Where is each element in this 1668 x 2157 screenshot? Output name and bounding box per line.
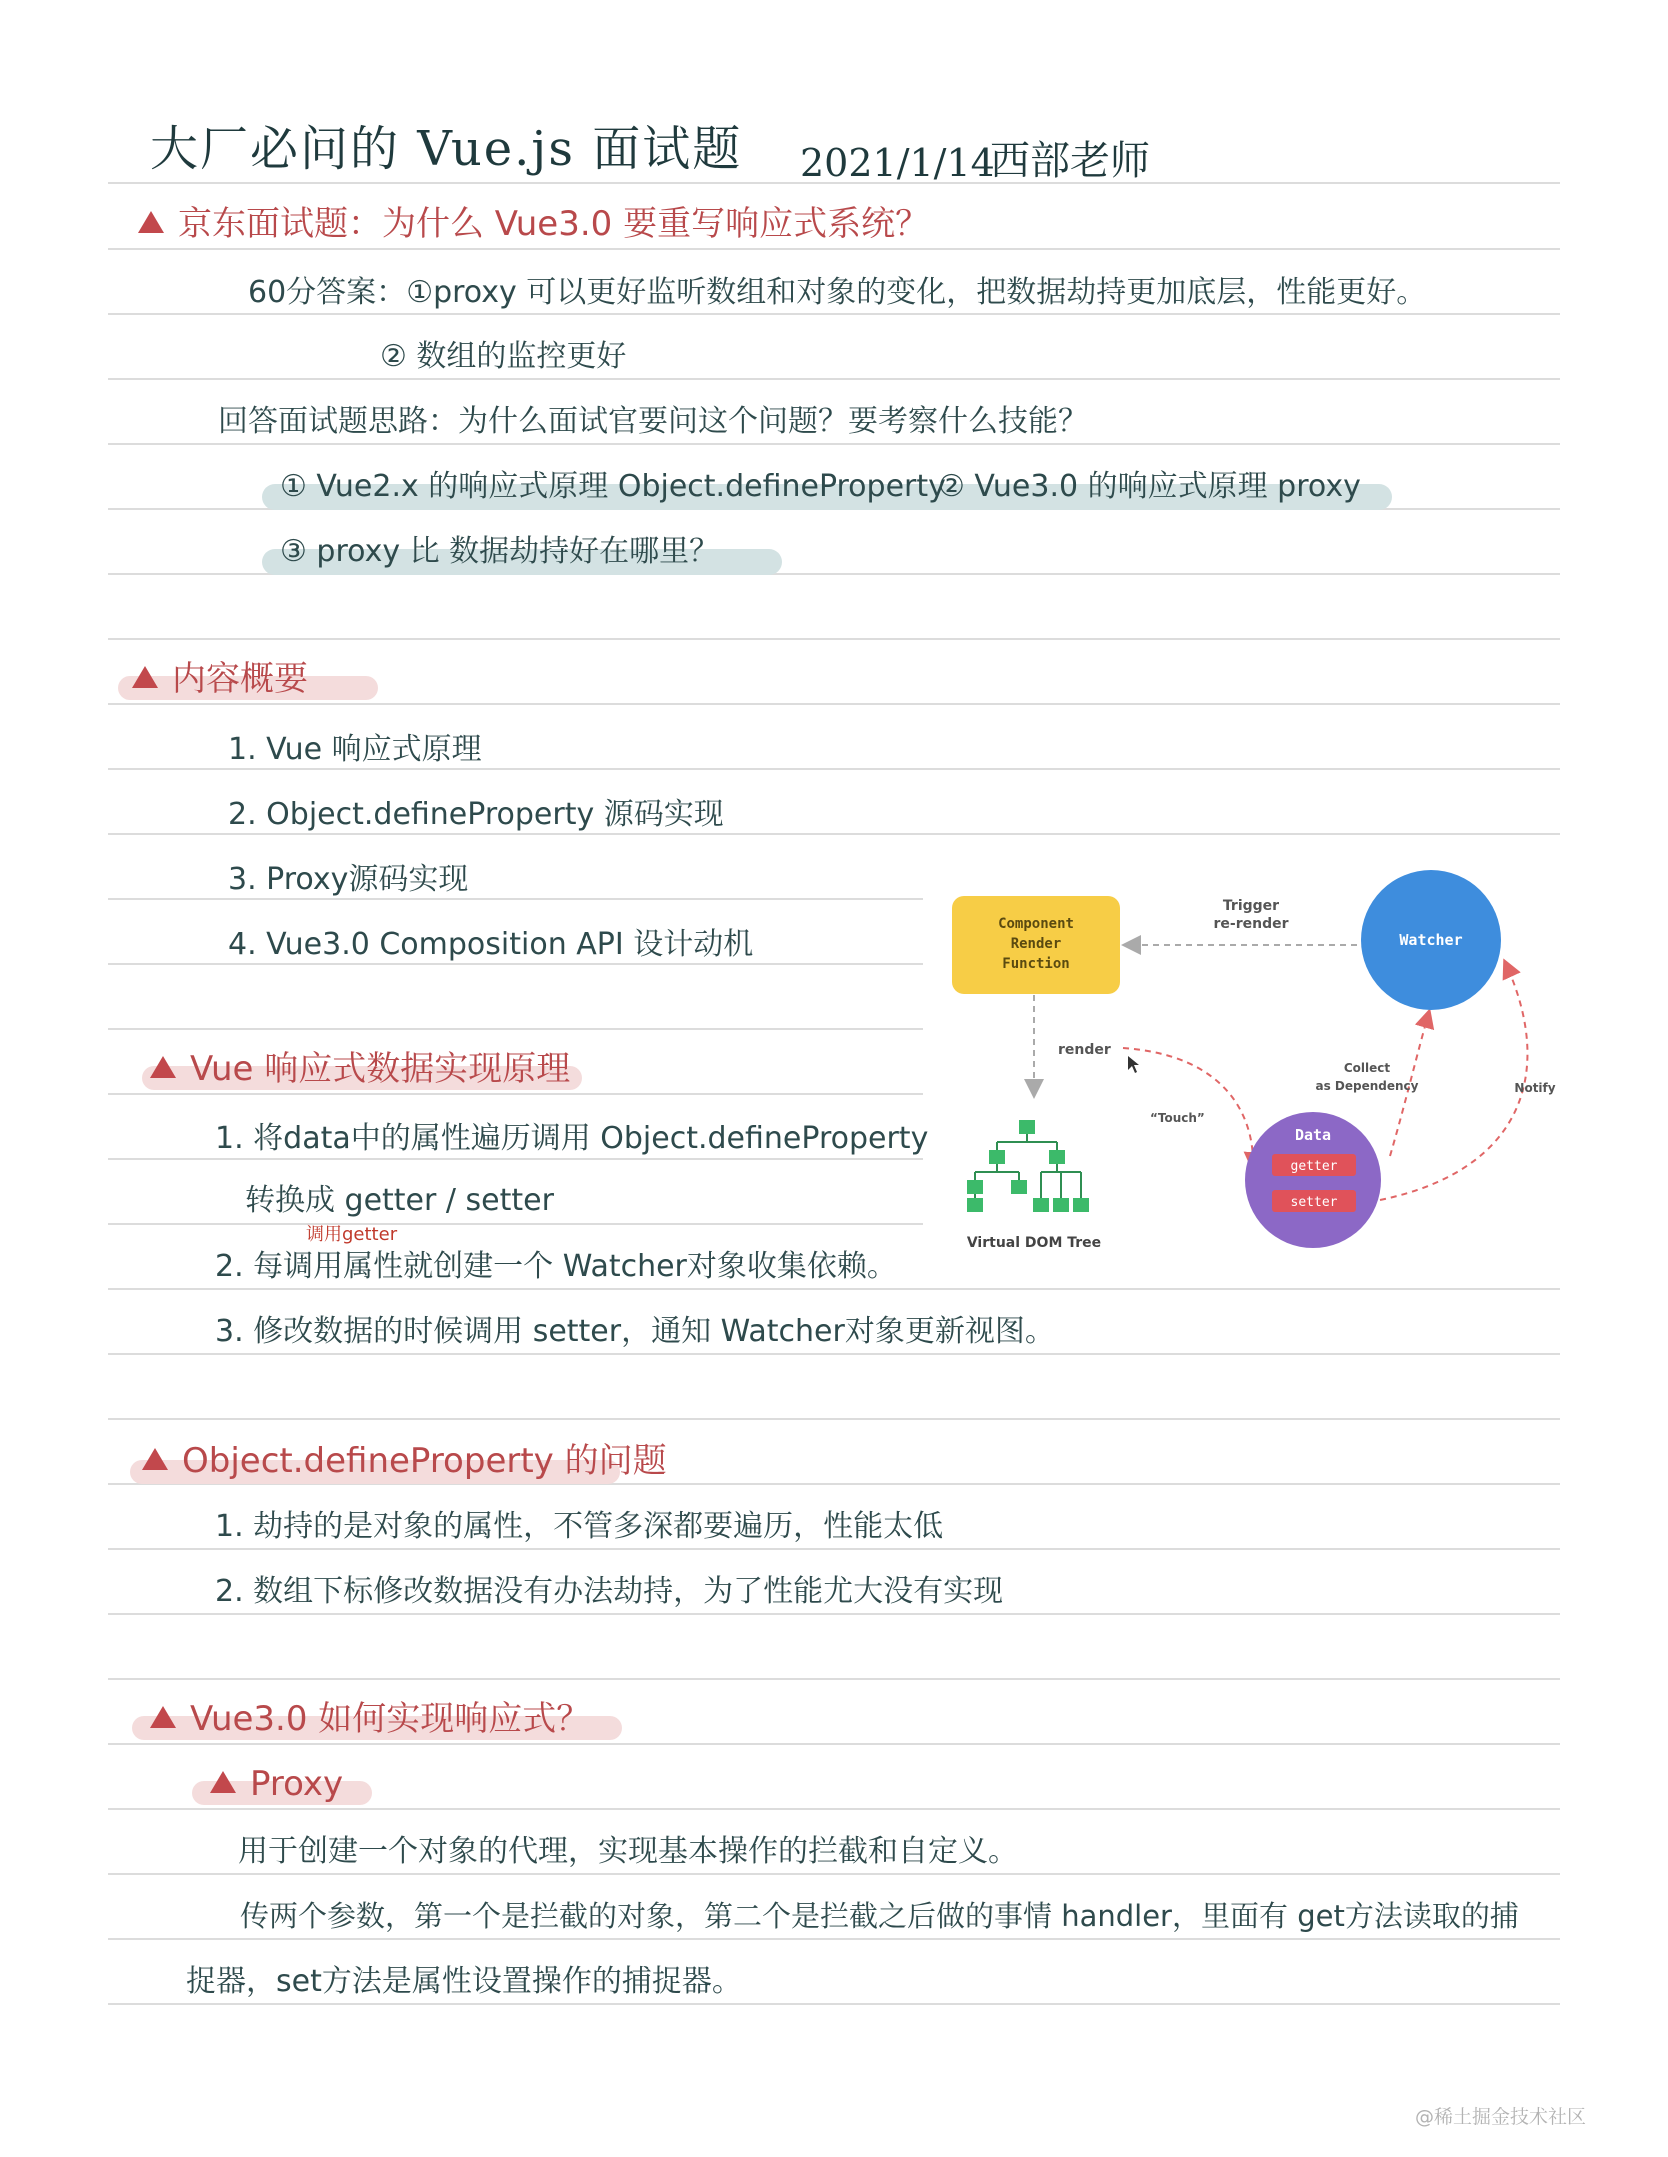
date: 2021/1/14 xyxy=(800,141,995,185)
ruled-line xyxy=(108,1353,1560,1355)
ruled-line xyxy=(108,1548,1560,1550)
page-title: 大厂必问的 Vue.js 面试题 xyxy=(150,121,743,177)
outline-item: 4. Vue3.0 Composition API 设计动机 xyxy=(228,927,754,962)
data-label: Data xyxy=(1294,1126,1332,1144)
ruled-line xyxy=(108,638,1560,640)
touch-arrow xyxy=(1123,1048,1253,1168)
point-2: ② Vue3.0 的响应式原理 proxy xyxy=(938,469,1361,504)
ruled-line xyxy=(108,1743,1560,1745)
section-heading-vue3: Vue3.0 如何实现响应式？ xyxy=(150,1700,590,1739)
ruled-line xyxy=(108,2003,1560,2005)
component-label: Component xyxy=(998,916,1074,932)
reactivity-step-3: 3. 修改数据的时候调用 setter，通知 Watcher对象更新视图。 xyxy=(215,1314,1055,1349)
answer-line-2: ② 数组的监控更好 xyxy=(380,339,627,374)
outline-item: 2. Object.defineProperty 源码实现 xyxy=(228,797,724,832)
proxy-line-1: 用于创建一个对象的代理，实现基本操作的拦截和自定义。 xyxy=(238,1834,1018,1869)
reactivity-diagram xyxy=(935,870,1575,1290)
define-property-item-2: 2. 数组下标修改数据没有办法劫持，为了性能尤大没有实现 xyxy=(215,1574,1004,1609)
triangle-bullet-icon xyxy=(132,666,158,688)
ruled-line xyxy=(108,1613,1560,1615)
function-label: Function xyxy=(1002,956,1070,972)
annotation-note: 调用getter xyxy=(306,1224,398,1245)
ruled-line xyxy=(108,898,923,900)
ruled-line xyxy=(108,1028,923,1030)
subheading-proxy: Proxy xyxy=(210,1765,343,1804)
watermark: @稀土掘金技术社区 xyxy=(1414,2106,1586,2128)
ruled-line xyxy=(108,1873,1560,1875)
triangle-bullet-icon xyxy=(150,1706,176,1728)
ruled-line xyxy=(108,1938,1560,1940)
ruled-line xyxy=(108,1093,923,1095)
triangle-bullet-icon xyxy=(138,211,164,233)
ruled-line xyxy=(108,1158,923,1160)
reactivity-step-2: 2. 每调用属性就创建一个 Watcher对象收集依赖。 xyxy=(215,1249,897,1284)
point-3: ③ proxy 比 数据劫持好在哪里？ xyxy=(280,534,720,569)
ruled-line xyxy=(108,833,1560,835)
define-property-item-1: 1. 劫持的是对象的属性，不管多深都要遍历，性能太低 xyxy=(215,1509,944,1544)
section-heading-q1: 京东面试题：为什么 Vue3.0 要重写响应式系统？ xyxy=(138,205,929,244)
tree-icon xyxy=(967,1120,1089,1212)
triangle-bullet-icon xyxy=(142,1448,168,1470)
ruled-line xyxy=(108,248,1560,250)
render-label: Render xyxy=(1010,936,1062,952)
reactivity-step-1a: 1. 将data中的属性遍历调用 Object.defineProperty xyxy=(215,1121,929,1156)
point-1: ① Vue2.x 的响应式原理 Object.defineProperty xyxy=(280,469,946,504)
ruled-line xyxy=(108,703,1560,705)
collect-label: Collect xyxy=(1343,1061,1391,1075)
outline-item: 1. Vue 响应式原理 xyxy=(228,732,482,767)
rerender-label: re-render xyxy=(1213,916,1289,932)
triangle-bullet-icon xyxy=(150,1056,176,1078)
proxy-line-2: 传两个参数，第一个是拦截的对象，第二个是拦截之后做的事情 handler，里面有 get方法读取的捕 xyxy=(240,1899,1519,1933)
section-heading-define-property: Object.defineProperty 的问题 xyxy=(142,1442,667,1481)
render-arrow-label: render xyxy=(1058,1042,1111,1058)
touch-label: “Touch” xyxy=(1150,1111,1205,1125)
author: 西部老师 xyxy=(990,138,1150,184)
getter-label: getter xyxy=(1290,1159,1338,1174)
cursor-icon xyxy=(1128,1056,1139,1073)
setter-label: setter xyxy=(1290,1195,1338,1210)
dependency-label: as Dependency xyxy=(1315,1079,1419,1093)
triangle-bullet-icon xyxy=(210,1771,236,1793)
watcher-label: Watcher xyxy=(1399,931,1463,949)
ruled-line xyxy=(108,443,1560,445)
ruled-line xyxy=(108,963,923,965)
reactivity-step-1b: 转换成 getter / setter xyxy=(245,1183,554,1218)
ruled-line xyxy=(108,378,1560,380)
outline-item: 3. Proxy源码实现 xyxy=(228,862,469,897)
section-heading-outline: 内容概要 xyxy=(132,660,308,699)
ruled-line xyxy=(108,313,1560,315)
vdom-label: Virtual DOM Tree xyxy=(966,1235,1102,1251)
thinking-line: 回答面试题思路：为什么面试官要问这个问题？要考察什么技能？ xyxy=(218,404,1088,439)
ruled-line xyxy=(108,768,1560,770)
ruled-line xyxy=(108,1678,1560,1680)
ruled-line xyxy=(108,1808,1560,1810)
proxy-line-3: 捉器，set方法是属性设置操作的捕捉器。 xyxy=(186,1964,742,1999)
notify-label: Notify xyxy=(1514,1081,1556,1095)
answer-line-1: 60分答案：①proxy 可以更好监听数组和对象的变化，把数据劫持更加底层，性能更好。 xyxy=(248,275,1427,310)
ruled-line xyxy=(108,1418,1560,1420)
ruled-line xyxy=(108,1223,923,1225)
trigger-label: Trigger xyxy=(1222,898,1280,914)
section-heading-reactivity: Vue 响应式数据实现原理 xyxy=(150,1050,570,1089)
